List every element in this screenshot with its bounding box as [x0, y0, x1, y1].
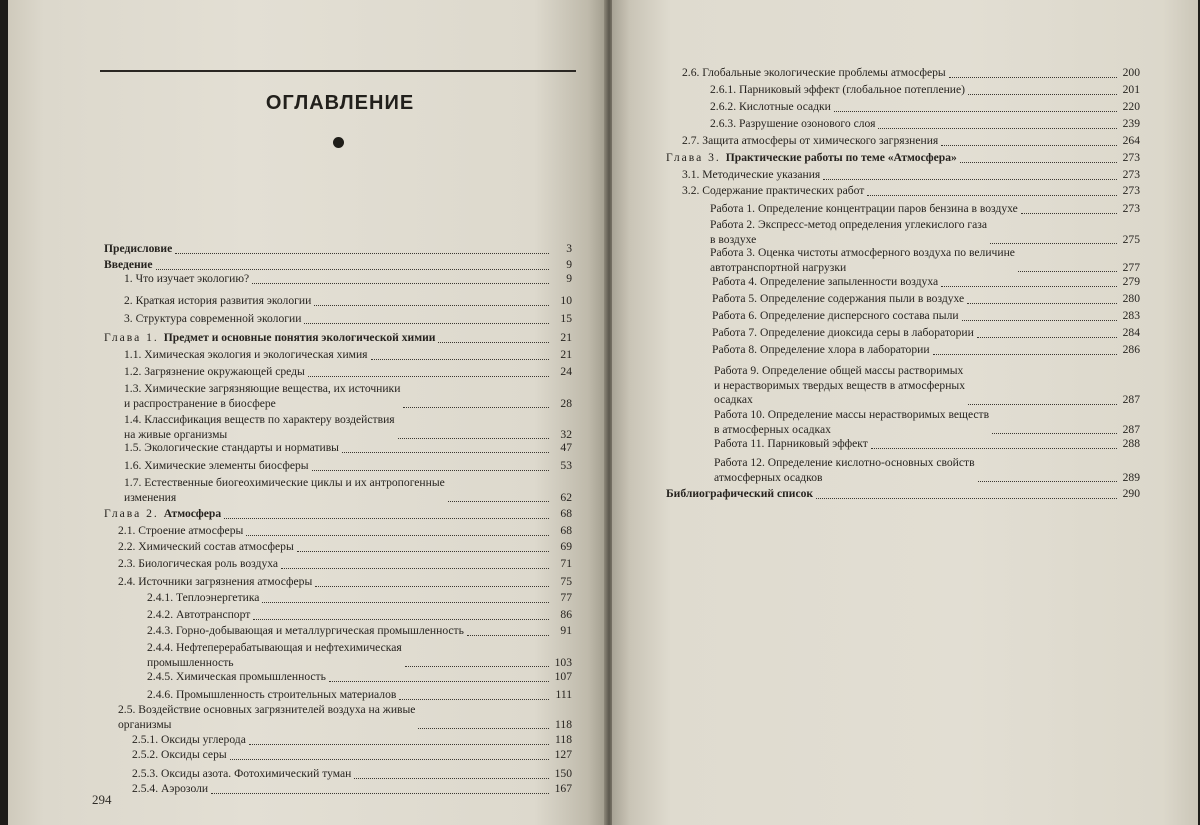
toc-entry-title: 2.1. Строение атмосферы	[118, 524, 244, 537]
header-rule	[100, 70, 576, 72]
dot-leader	[342, 452, 549, 453]
dot-leader	[230, 759, 549, 760]
toc-page-number: 103	[554, 655, 572, 669]
toc-left-entry	[124, 294, 572, 309]
toc-entry-title: 1.5. Экологические стандарты и нормативы	[124, 441, 339, 454]
dot-leader	[1018, 271, 1117, 272]
toc-left-entry	[124, 348, 572, 363]
toc-page-number: 283	[1122, 309, 1140, 322]
toc-page-number: 9	[566, 272, 572, 285]
toc-page-number: 286	[1122, 343, 1140, 356]
toc-entry-title: 2.4.3. Горно-добывающая и металлургическая промышленность	[147, 624, 464, 637]
toc-entry-title: Работа 12. Определение кислотно-основных свойств атмосферных осадков	[714, 456, 975, 484]
chapter-label: Глава 3.	[666, 151, 726, 164]
toc-entry-title: 1.4. Классификация веществ по характеру воздействия на живые организмы	[124, 413, 395, 441]
toc-page-number: 91	[560, 624, 572, 637]
toc-page-number: 3	[566, 242, 572, 255]
toc-entry-title: 1.7. Естественные биогеохимические циклы и их антропогенные изменения	[124, 476, 445, 504]
toc-right-entry	[682, 168, 1140, 183]
dot-leader	[246, 535, 549, 536]
toc-left-entry	[124, 382, 572, 411]
toc-page-number: 289	[1122, 470, 1140, 484]
toc-entry-title: 3.1. Методические указания	[682, 168, 821, 181]
toc-entry-title: 2.6.3. Разрушение озонового слоя	[710, 117, 876, 130]
toc-entry-title: Работа 3. Оценка чистоты атмосферного воздуха по величине автотранспортной нагрузки	[710, 246, 1015, 274]
toc-page-number: 15	[560, 312, 572, 325]
toc-entry-title: 2.4.6. Промышленность строительных материалов	[147, 688, 397, 701]
dot-leader	[308, 376, 549, 377]
dot-leader	[933, 354, 1117, 355]
dot-leader	[175, 253, 549, 254]
dot-leader	[871, 448, 1117, 449]
toc-right-entry	[712, 292, 1140, 307]
dot-leader	[315, 586, 549, 587]
dot-leader	[398, 438, 549, 439]
toc-left-entry	[118, 540, 572, 555]
toc-right-entry	[712, 343, 1140, 358]
toc-entry-title: 2.4.2. Автотранспорт	[147, 608, 251, 621]
bullet-ornament	[333, 137, 344, 148]
toc-entry-title: 1.3. Химические загрязняющие вещества, их источники и распространение в биосфере	[124, 382, 401, 410]
toc-entry-title: Работа 9. Определение общей массы растворимых и нерастворимых твердых веществ в атмосферных осадках	[714, 364, 966, 406]
toc-page-number: 77	[560, 591, 572, 604]
toc-entry-title: 2.3. Биологическая роль воздуха	[118, 557, 279, 570]
dot-leader	[399, 699, 549, 700]
toc-page-number: 287	[1122, 393, 1140, 406]
chapter-label: Глава 2.	[104, 507, 164, 520]
dot-leader	[978, 481, 1117, 482]
dot-leader	[249, 744, 549, 745]
toc-entry-title: Глава 1. Предмет и основные понятия экологической химии	[104, 331, 436, 344]
toc-left-entry	[132, 748, 572, 763]
dot-leader	[405, 666, 549, 667]
toc-entry-title: 2. Краткая история развития экологии	[124, 294, 312, 307]
toc-page-number: 75	[560, 575, 572, 588]
dot-leader	[252, 283, 549, 284]
toc-entry-title: Работа 2. Экспресс-метод определения углекислого газа в воздухе	[710, 218, 988, 246]
toc-entry-title: 2.6.1. Парниковый эффект (глобальное потепление)	[710, 83, 965, 96]
dot-leader	[878, 128, 1117, 129]
dot-leader	[968, 94, 1117, 95]
dot-leader	[990, 243, 1117, 244]
toc-page-number: 107	[554, 670, 572, 683]
toc-entry-title: 1.6. Химические элементы биосферы	[124, 459, 309, 472]
dot-leader	[941, 145, 1117, 146]
toc-left-entry	[124, 272, 572, 287]
toc-page-number: 127	[554, 748, 572, 761]
dot-leader	[1021, 213, 1117, 214]
toc-page-number: 24	[560, 365, 572, 378]
toc-page-number: 21	[560, 331, 572, 344]
toc-entry-title: Работа 7. Определение диоксида серы в лаборатории	[712, 326, 974, 339]
toc-right-entry	[710, 117, 1140, 132]
toc-page-number: 28	[560, 396, 572, 410]
dot-leader	[949, 77, 1117, 78]
toc-entry-title: Введение	[104, 258, 153, 271]
page-number: 294	[92, 792, 112, 807]
toc-page-number: 118	[555, 733, 572, 746]
dot-leader	[314, 305, 549, 306]
toc-left-entry	[104, 507, 572, 522]
toc-left-entry	[124, 476, 572, 505]
toc-page-number: 239	[1122, 117, 1140, 130]
toc-left-entry	[132, 733, 572, 748]
toc-right-entry	[682, 66, 1140, 81]
toc-right-entry	[712, 309, 1140, 324]
toc-page-number: 68	[560, 524, 572, 537]
dot-leader	[816, 498, 1117, 499]
toc-entry-title: 2.6. Глобальные экологические проблемы атмосферы	[682, 66, 946, 79]
dot-leader	[281, 568, 549, 569]
toc-left-entry	[124, 413, 572, 442]
toc-entry-title: 2.5.1. Оксиды углерода	[132, 733, 246, 746]
toc-page-number: 275	[1122, 232, 1140, 246]
dot-leader	[823, 179, 1117, 180]
dot-leader	[834, 111, 1117, 112]
toc-entry-title: 2.4.5. Химическая промышленность	[147, 670, 326, 683]
toc-right-entry	[714, 437, 1140, 452]
toc-entry-title: 2.4. Источники загрязнения атмосферы	[118, 575, 313, 588]
toc-page-number: 288	[1122, 437, 1140, 450]
toc-entry-title: Работа 5. Определение содержания пыли в воздухе	[712, 292, 965, 305]
toc-entry-title: 3. Структура современной экологии	[124, 312, 302, 325]
toc-page-number: 150	[554, 767, 572, 780]
toc-entry-title: Работа 6. Определение дисперсного состава пыли	[712, 309, 959, 322]
toc-page-number: 167	[554, 782, 572, 795]
toc-entry-title: 2.4.4. Нефтеперерабатывающая и нефтехимическая промышленность	[147, 641, 402, 669]
toc-left-entry	[118, 575, 572, 590]
toc-page-number: 32	[560, 427, 572, 441]
dot-leader	[448, 501, 549, 502]
dot-leader	[156, 269, 549, 270]
toc-left-entry	[124, 459, 572, 474]
toc-left-entry	[118, 557, 572, 572]
chapter-label: Глава 1.	[104, 331, 164, 344]
dot-leader	[403, 407, 549, 408]
toc-left-entry	[147, 670, 572, 685]
toc-right-entry	[682, 134, 1140, 149]
toc-entry-title: Предисловие	[104, 242, 173, 255]
dot-leader	[312, 470, 549, 471]
toc-page-number: 86	[560, 608, 572, 621]
toc-entry-title: Работа 1. Определение концентрации паров бензина в воздухе	[710, 202, 1018, 215]
toc-entry-title: Работа 4. Определение запыленности воздуха	[712, 275, 939, 288]
dot-leader	[960, 162, 1117, 163]
dot-leader	[962, 320, 1117, 321]
toc-right-entry	[682, 184, 1140, 199]
toc-right-entry	[710, 83, 1140, 98]
toc-left-entry	[104, 331, 572, 346]
toc-entry-title: 2.5.2. Оксиды серы	[132, 748, 227, 761]
toc-page-number: 53	[560, 459, 572, 472]
toc-right-entry	[710, 100, 1140, 115]
dot-leader	[371, 359, 549, 360]
page-title: ОГЛАВЛЕНИЕ	[265, 92, 415, 114]
toc-entry-title: 1. Что изучает экологию?	[124, 272, 250, 285]
toc-page-number: 290	[1122, 487, 1140, 500]
dot-leader	[224, 518, 549, 519]
toc-page-number: 273	[1122, 168, 1140, 181]
toc-entry-title: 1.2. Загрязнение окружающей среды	[124, 365, 305, 378]
dot-leader	[211, 793, 549, 794]
dot-leader	[418, 728, 549, 729]
toc-entry-title: Работа 8. Определение хлора в лаборатории	[712, 343, 930, 356]
toc-page-number: 220	[1122, 100, 1140, 113]
toc-entry-title: 2.5.3. Оксиды азота. Фотохимический туман	[132, 767, 352, 780]
toc-page-number: 62	[560, 490, 572, 504]
toc-entry-title: Работа 11. Парниковый эффект	[714, 437, 868, 450]
dot-leader	[941, 286, 1117, 287]
toc-left-entry	[104, 242, 572, 257]
dot-leader	[329, 681, 549, 682]
toc-page-number: 284	[1122, 326, 1140, 339]
dot-leader	[977, 337, 1117, 338]
toc-right-entry	[710, 202, 1140, 217]
dot-leader	[297, 551, 549, 552]
toc-page-number: 10	[560, 294, 572, 307]
toc-page-number: 47	[560, 441, 572, 454]
toc-entry-title: Глава 2. Атмосфера	[104, 507, 222, 520]
toc-left-entry	[147, 624, 572, 639]
toc-page-number: 264	[1122, 134, 1140, 147]
toc-page-number: 118	[555, 717, 572, 731]
toc-entry-title: 2.2. Химический состав атмосферы	[118, 540, 294, 553]
toc-right-entry	[712, 275, 1140, 290]
dot-leader	[867, 195, 1117, 196]
toc-right-entry	[714, 456, 1140, 485]
toc-page-number: 68	[560, 507, 572, 520]
toc-right-entry	[712, 326, 1140, 341]
toc-left-entry	[147, 688, 572, 703]
toc-entry-title: 2.5.4. Аэрозоли	[132, 782, 209, 795]
toc-left-entry	[132, 767, 572, 782]
dot-leader	[992, 433, 1117, 434]
dot-leader	[354, 778, 549, 779]
toc-left-entry	[132, 782, 572, 797]
toc-page-number: 201	[1122, 83, 1140, 96]
dot-leader	[438, 342, 549, 343]
toc-page-number: 273	[1122, 184, 1140, 197]
dot-leader	[304, 323, 549, 324]
toc-left-entry	[104, 258, 572, 273]
toc-left-entry	[124, 441, 572, 456]
toc-left-entry	[124, 312, 572, 327]
toc-entry-title: 3.2. Содержание практических работ	[682, 184, 865, 197]
toc-right-entry	[710, 246, 1140, 275]
dot-leader	[967, 303, 1117, 304]
toc-left-entry	[118, 524, 572, 539]
toc-entry-title: Глава 3. Практические работы по теме «Атмосфера»	[666, 151, 957, 164]
toc-right-entry	[666, 151, 1140, 166]
toc-left-entry	[118, 703, 572, 732]
toc-right-entry	[666, 487, 1140, 502]
toc-entry-title: 2.7. Защита атмосферы от химического загрязнения	[682, 134, 939, 147]
toc-right-entry	[714, 364, 1140, 408]
toc-entry-title: 1.1. Химическая экология и экологическая химия	[124, 348, 368, 361]
toc-page-number: 287	[1122, 422, 1140, 436]
toc-page-number: 69	[560, 540, 572, 553]
toc-page-number: 277	[1122, 260, 1140, 274]
toc-left-entry	[124, 365, 572, 380]
toc-entry-title: 2.4.1. Теплоэнергетика	[147, 591, 260, 604]
toc-right-entry	[714, 408, 1140, 437]
toc-page-number: 9	[566, 258, 572, 271]
toc-page-number: 273	[1122, 151, 1140, 164]
toc-page-number: 21	[560, 348, 572, 361]
toc-page-number: 200	[1122, 66, 1140, 79]
toc-entry-title: Библиографический список	[666, 487, 814, 500]
toc-page-number: 273	[1122, 202, 1140, 215]
toc-page-number: 280	[1122, 292, 1140, 305]
toc-entry-title: 2.5. Воздействие основных загрязнителей воздуха на живые организмы	[118, 703, 416, 731]
toc-entry-title: 2.6.2. Кислотные осадки	[710, 100, 831, 113]
toc-page-number: 279	[1122, 275, 1140, 288]
toc-page-number: 111	[555, 688, 572, 701]
dot-leader	[262, 602, 549, 603]
dot-leader	[968, 404, 1117, 405]
dot-leader	[467, 635, 549, 636]
toc-left-entry	[147, 608, 572, 623]
toc-left-entry	[147, 591, 572, 606]
toc-left-entry	[147, 641, 572, 670]
toc-entry-title: Работа 10. Определение массы нерастворимых веществ в атмосферных осадках	[714, 408, 990, 436]
toc-page-number: 71	[560, 557, 572, 570]
toc-right-entry	[710, 218, 1140, 247]
dot-leader	[253, 619, 549, 620]
